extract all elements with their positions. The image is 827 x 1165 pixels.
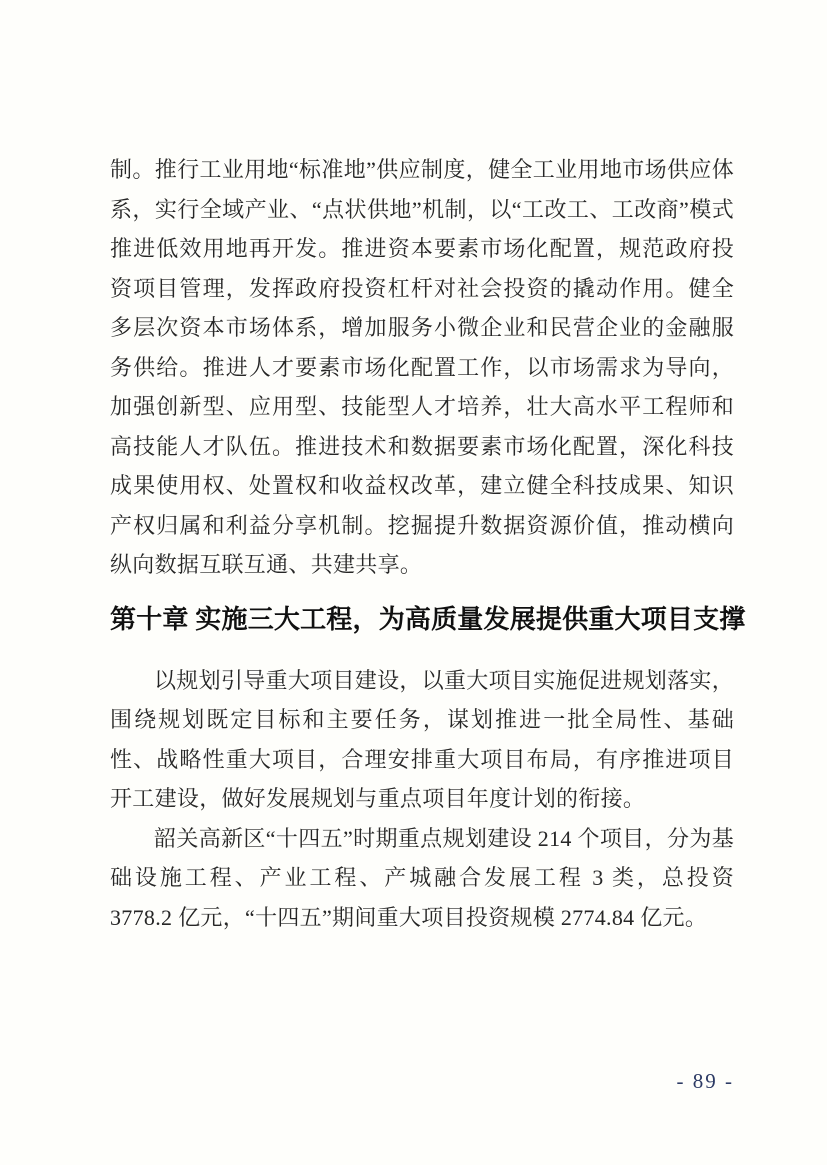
- page-body: [110, 150, 746, 937]
- chapter-heading: 第十章 实施三大工程，为高质量发展提供重大项目支撑: [110, 604, 746, 634]
- body-paragraph-projects-lead: 以规划引导重大项目建设，以重大项目实施促进规划落实，围绕规划既定目标和主要任务，谋划推进一批全局性、基础性、战略性重大项目，合理安排重大项目布局，有序推进项目开工建设，做好发展规划与重点项目年度计划的衔接。: [110, 667, 734, 811]
- body-paragraph-investment-figures: 韶关高新区“十四五”时期重点规划建设 214 个项目，分为基础设施工程、产业工程、产城融合发展工程 3 类，总投资 3778.2 亿元，“十四五”期间重大项目投资规模 2774.84 亿元。: [110, 825, 734, 930]
- body-paragraph-continuation: 制。推行工业用地“标准地”供应制度，健全工业用地市场供应体系，实行全域产业、“点状供地”机制，以“工改工、工改商”模式推进低效用地再开发。推进资本要素市场化配置，规范政府投资项目管理，发挥政府投资杠杆对社会投资的撬动作用。健全多层次资本市场体系，增加服务小微企业和民营企业的金融服务供给。推进人才要素市场化配置工作，以市场需求为导向，加强创新型、应用型、技能型人才培养，壮大高水平工程师和高技能人才队伍。推进技术和数据要素市场化配置，深化科技成果使用权、处置权和收益权改革，建立健全科技成果、知识产权归属和利益分享机制。挖掘提升数据资源价值，推动横向纵向数据互联互通、共建共享。: [110, 157, 734, 577]
- page-number: - 89 -: [676, 1069, 734, 1093]
